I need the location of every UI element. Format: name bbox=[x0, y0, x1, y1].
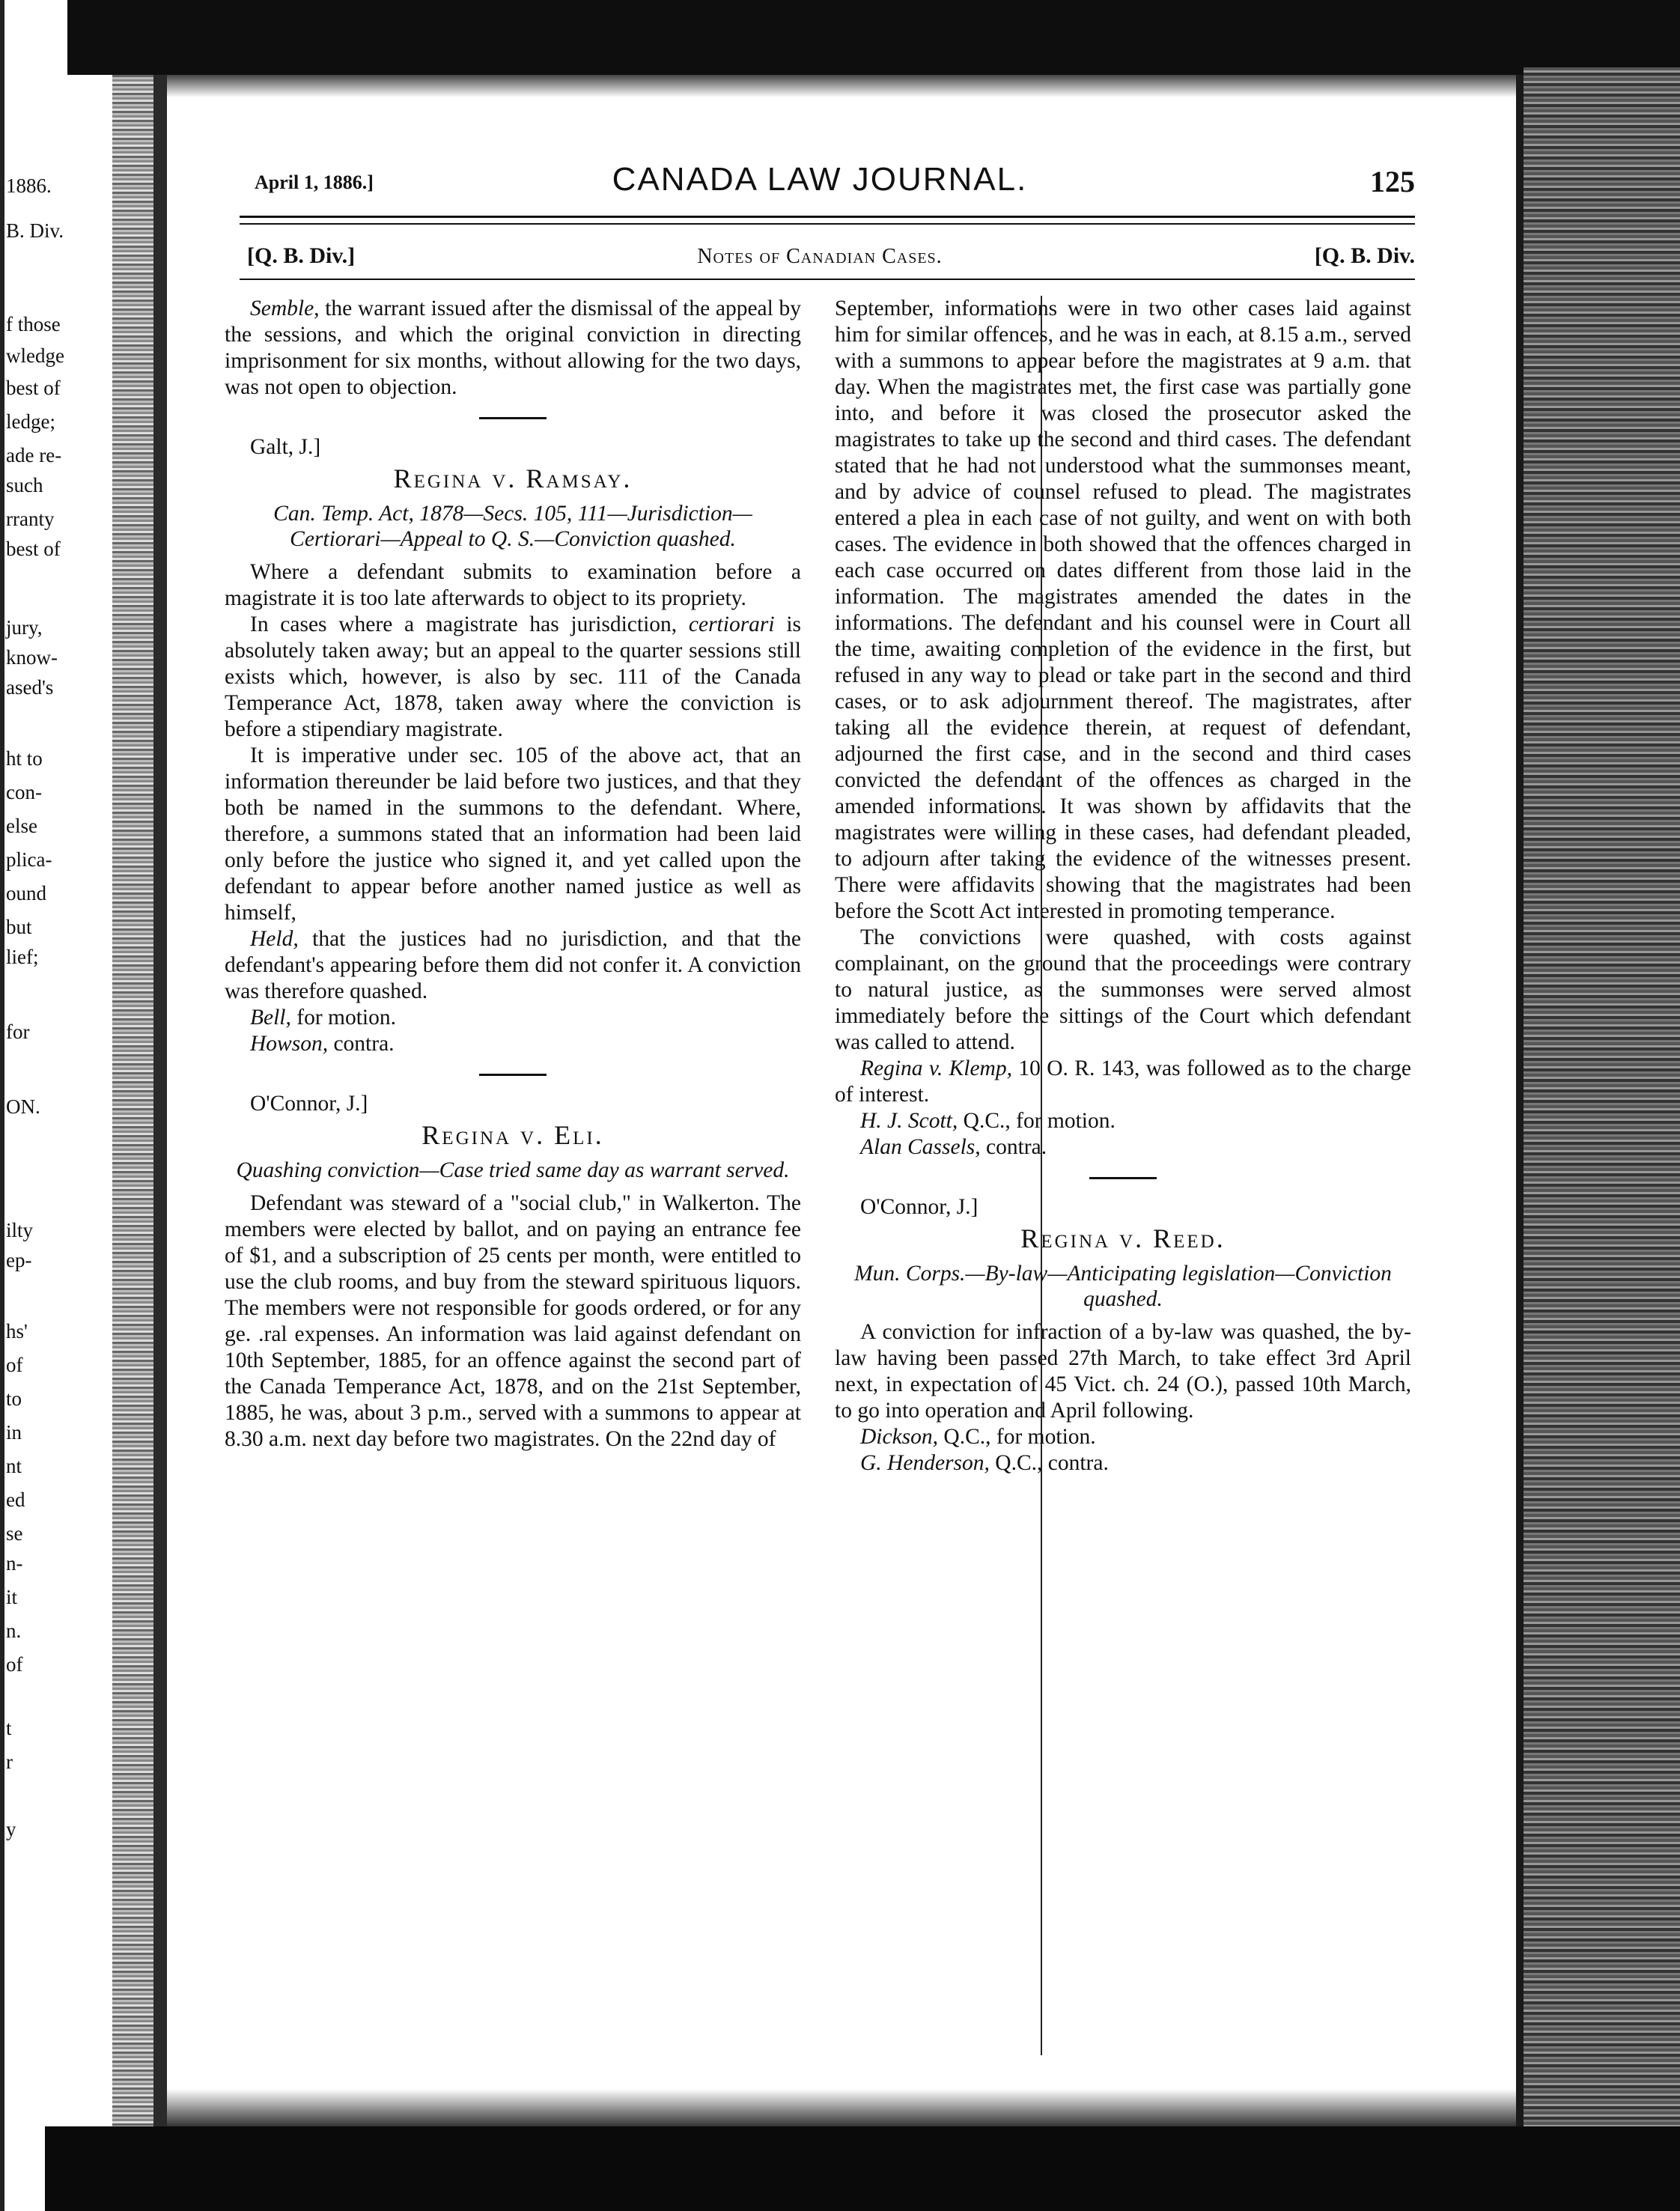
case2-continued: September, informations were in two other cases laid against him for similar offences, and he was in each, at 8.15 a.m., served with a summons to appear before the magistrates at 9 a.m. that day. When the magistrates met, the first case was partially gone into, and before it was closed the prosecutor asked the magistrates to take up the second and third cases. The defendant stated that he had not understood what the summonses meant, and by advice of counsel refused to plead. The magistrates entered a plea in each case of not guilty, and went on with both cases. The evidence in both showed that the offences charged in each case occurred on dates different from those laid in the information. The magistrates amended the dates in the informations. The defendant and his counsel were in Court all the time, awaiting completion of the evidence in the first, but refused in any way to plead or take part in the second and third cases, or to ask adjournment thereof. The magistrates, after taking all the evidence therein, at request of defendant, adjourned the first case, and in the second and third cases convicted the defendant of the offences as charged in the amended informations. It was shown by affidavits that the magistrates were willing in these cases, had defendant pleaded, to adjourn after taking the evidence of the witnesses present. There were affidavits showing that the magistrates had been before the Scott Act interested in promoting temperance. bbox=[835, 296, 1411, 923]
case-divider bbox=[1089, 1177, 1157, 1179]
opening-paragraph bbox=[225, 296, 801, 401]
margin-fragment-line: n. bbox=[6, 1620, 22, 1642]
case2-title: Regina v. Eli. bbox=[421, 1120, 604, 1150]
counsel-role: contra. bbox=[328, 1032, 395, 1056]
journal-title: CANADA LAW JOURNAL. bbox=[612, 161, 1028, 198]
counsel-name: Dickson, bbox=[860, 1425, 939, 1449]
margin-fragment-line: ilty bbox=[6, 1219, 34, 1241]
case2-counsel2 bbox=[835, 1134, 1411, 1161]
margin-fragment-line: such bbox=[6, 474, 43, 496]
adjacent-page-fragment bbox=[6, 0, 111, 2211]
case2-counsel1 bbox=[835, 1108, 1411, 1134]
case1-catchword: Can. Temp. Act, 1878—Secs. 105, 111—Jurisdiction—Certiorari—Appeal to Q. S.—Conviction quashed. bbox=[273, 502, 752, 551]
margin-fragment-line: t bbox=[6, 1717, 12, 1739]
case1-para3: It is imperative under sec. 105 of the above act, that an information thereunder be laid before two justices, and that they both be named in the summons to the defendant. Where, therefore, a summons stated that an information had been laid only before the justice who signed it, and yet called upon the defendant to appear before another named justice as well as himself, bbox=[225, 743, 801, 925]
counsel-role: contra. bbox=[980, 1135, 1047, 1159]
margin-fragment-line: of bbox=[6, 1653, 23, 1676]
margin-fragment-line: plica- bbox=[6, 848, 52, 871]
case2-para2: The convictions were quashed, with costs against complainant, on the ground that the proceedings were contrary to natural justice, as the summonses were served almost immediately before the sittings of the Court which defendant was called to attend. bbox=[835, 925, 1411, 1054]
scan-top-shadow bbox=[157, 75, 1565, 97]
counsel-name: G. Henderson, bbox=[860, 1451, 990, 1475]
counsel-name: Howson, bbox=[250, 1032, 329, 1056]
margin-fragment-line: ht to bbox=[6, 747, 43, 770]
margin-fragment-line: se bbox=[6, 1522, 23, 1545]
counsel-name: Bell, bbox=[250, 1006, 291, 1030]
header-rule-thin bbox=[240, 223, 1415, 225]
margin-fragment-line: y bbox=[6, 1818, 16, 1840]
running-header bbox=[225, 161, 1415, 206]
section-header bbox=[225, 243, 1415, 273]
counsel-name: H. J. Scott, bbox=[860, 1109, 958, 1133]
case1-para2 bbox=[225, 612, 801, 743]
page-number: 125 bbox=[1370, 165, 1415, 198]
margin-fragment-line: ade re- bbox=[6, 444, 62, 466]
case-reference-text: 10 O. R. 143, was followed as to the charge of interest. bbox=[835, 1056, 1412, 1107]
right-column bbox=[835, 296, 1411, 1476]
case1-title: Regina v. Ramsay. bbox=[393, 463, 633, 493]
margin-fragment-line: best of bbox=[6, 377, 61, 399]
margin-fragment-line: wledge bbox=[6, 344, 64, 367]
margin-fragment-line: 1886. bbox=[6, 174, 52, 197]
case1-para2-a: In cases where a magistrate has jurisdiction, bbox=[250, 612, 689, 636]
case-reference-name: Regina v. Klemp, bbox=[860, 1056, 1012, 1080]
opening-text: the warrant issued after the dismissal of the appeal by the sessions, and which the original conviction in directing imprisonment for six months, without allowing for the two days, was not open to objection. bbox=[225, 296, 801, 399]
case1-para2-italic: certiorari bbox=[688, 612, 775, 636]
margin-fragment-line: ep- bbox=[6, 1249, 32, 1271]
margin-fragment-line: lief; bbox=[6, 946, 39, 968]
margin-fragment-line: f those bbox=[6, 313, 61, 335]
section-right: [Q. B. Div. bbox=[1314, 243, 1415, 268]
margin-fragment-line: but bbox=[6, 916, 32, 938]
section-rule bbox=[240, 279, 1415, 280]
margin-fragment-line: in bbox=[6, 1421, 22, 1444]
scan-gutter-edge bbox=[153, 75, 167, 2126]
counsel-role: Q.C., contra. bbox=[989, 1451, 1109, 1475]
margin-fragment-line: know- bbox=[6, 646, 58, 669]
margin-fragment-line: ed bbox=[6, 1488, 25, 1511]
case3-counsel2 bbox=[835, 1450, 1411, 1476]
counsel-role: for motion. bbox=[290, 1006, 397, 1030]
section-title: Notes of Canadian Cases. bbox=[697, 245, 943, 268]
case3-catchword: Mun. Corps.—By-law—Anticipating legislation—Conviction quashed. bbox=[854, 1262, 1392, 1311]
case3-para1: A conviction for infraction of a by-law was quashed, the by-law having been passed 27th March, to take effect 3rd April next, in expectation of 45 Vict. ch. 24 (O.), passed 10th March, to go into operation and April following. bbox=[835, 1320, 1411, 1423]
case3-title: Regina v. Reed. bbox=[1020, 1223, 1226, 1253]
case1-counsel1 bbox=[225, 1005, 801, 1031]
margin-fragment-line: jury, bbox=[6, 616, 43, 639]
margin-fragment-line: best of bbox=[6, 538, 61, 560]
margin-fragment-line: ledge; bbox=[6, 410, 55, 433]
scan-right-border bbox=[1524, 67, 1680, 2126]
margin-fragment-line: of bbox=[6, 1354, 23, 1376]
margin-fragment-line: it bbox=[6, 1586, 18, 1608]
header-date: April 1, 1886.] bbox=[255, 171, 374, 193]
margin-fragment-line: nt bbox=[6, 1455, 22, 1477]
margin-fragment-line: r bbox=[6, 1751, 13, 1773]
margin-fragment-line: to bbox=[6, 1387, 22, 1410]
held-word: Held, bbox=[250, 927, 299, 951]
case3-counsel1 bbox=[835, 1424, 1411, 1450]
case-divider bbox=[479, 1074, 547, 1076]
case2-para1: Defendant was steward of a "social club," in Walkerton. The members were elected by ballot, and on paying an entrance fee of $1, and a subscription of 25 cents per month, were entitled to use the club rooms, and buy from the steward spirituous liquors. The members were not responsible for goods ordered, or for any ge. .ral expenses. An information was laid against defendant on 10th September, 1885, for an offence against the second part of the Canada Temperance Act, 1878, and on the 21st September, 1885, he was, about 3 p.m., served with a summons to appear at 8.30 a.m. next day before two magistrates. On the 22nd day of bbox=[225, 1191, 801, 1451]
margin-fragment-line: ased's bbox=[6, 676, 54, 699]
margin-fragment-line: hs' bbox=[6, 1320, 28, 1342]
margin-fragment-line: n- bbox=[6, 1552, 23, 1575]
header-rule-thick bbox=[240, 216, 1415, 218]
counsel-role: Q.C., for motion. bbox=[958, 1109, 1116, 1133]
case1-held bbox=[225, 926, 801, 1005]
case1-counsel2 bbox=[225, 1031, 801, 1057]
scan-bottom-shadow bbox=[157, 2089, 1580, 2126]
left-column bbox=[225, 296, 801, 1453]
margin-fragment-line: con- bbox=[6, 781, 42, 803]
case1-para1: Where a defendant submits to examination before a magistrate it is too late afterwards to object to its propriety. bbox=[225, 560, 801, 610]
case3-judge: O'Connor, J.] bbox=[860, 1195, 979, 1219]
margin-fragment-line: else bbox=[6, 815, 37, 837]
scan-left-edge bbox=[0, 0, 4, 2211]
counsel-name: Alan Cassels, bbox=[860, 1135, 981, 1159]
case2-catchword: Quashing conviction—Case tried same day as warrant served. bbox=[236, 1158, 790, 1182]
case1-judge: Galt, J.] bbox=[250, 435, 321, 459]
case1-para2-b: is absolutely taken away; but an appeal to the quarter sessions still exists which, however, is also by sec. 111 of the Canada Temperance Act, 1878, taken away where the conviction is before a stipendiary magistrate. bbox=[225, 612, 801, 741]
margin-fragment-line: ON. bbox=[6, 1095, 40, 1118]
semble-word: Semble, bbox=[250, 296, 320, 320]
scan-top-border bbox=[67, 0, 1680, 75]
counsel-role: Q.C., for motion. bbox=[938, 1425, 1096, 1449]
case2-judge: O'Connor, J.] bbox=[250, 1092, 368, 1116]
case2-reference bbox=[835, 1056, 1411, 1108]
section-left: [Q. B. Div.] bbox=[247, 243, 356, 268]
margin-fragment-line: ound bbox=[6, 882, 46, 904]
margin-fragment-line: rranty bbox=[6, 508, 55, 530]
scan-bottom-border bbox=[45, 2126, 1680, 2211]
case-divider bbox=[479, 417, 547, 419]
held-text: that the justices had no jurisdiction, and that the defendant's appearing before them did not confer it. A conviction was therefore quashed. bbox=[225, 927, 801, 1003]
margin-fragment-line: B. Div. bbox=[6, 219, 64, 242]
margin-fragment-line: for bbox=[6, 1021, 30, 1043]
